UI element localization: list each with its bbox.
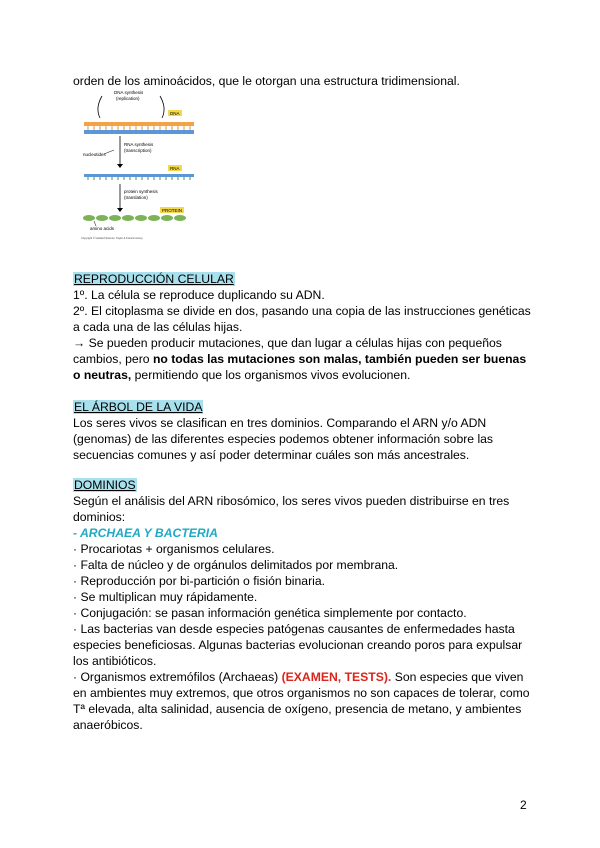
label-dna-synthesis: DNA synthesis	[114, 90, 144, 95]
reproduccion-line-6-bold: o neutras,	[73, 368, 132, 382]
reproduccion-line-5-bold: no todas las mutaciones son malas, también pueden ser buenas	[152, 352, 527, 366]
reproduccion-line-1: 1º. La célula se reproduce duplicando su ADN.	[73, 288, 325, 302]
central-dogma-diagram	[80, 88, 200, 244]
extremofilos-line-2: en ambientes muy extremos, que otros organismos no son capaces de tolerar, como	[73, 686, 530, 700]
list-item: · Las bacterias van desde especies patógenas causantes de enfermedades hasta	[73, 622, 515, 636]
intro-line: orden de los aminoácidos, que le otorgan una estructura tridimensional.	[73, 74, 460, 88]
figure-credit: Copyright © Garland Science, Taylor & Francis Group	[81, 237, 143, 240]
list-item: especies beneficiosas. Algunas bacterias evolucionan creando poros para expulsar	[73, 638, 523, 652]
section-heading-dominios	[73, 477, 137, 493]
label-nucleotides: nucleotides	[83, 152, 106, 157]
replication-arc-left	[98, 96, 102, 118]
extremofilos-text: · Organismos extremófilos (Archaeas)	[73, 670, 282, 684]
reproduccion-line-5	[73, 351, 526, 367]
label-protein: PROTEIN	[162, 208, 183, 213]
arbol-line-2: (genomas) de las diferentes especies podemos obtener información sobre las	[73, 432, 494, 446]
section-heading-reproduccion	[73, 271, 235, 287]
label-translation: (translation)	[124, 195, 148, 200]
label-amino-acids: amino acids	[90, 226, 115, 231]
reproduccion-line-6-plain: permitiendo que los organismos vivos evolucionen.	[131, 368, 411, 382]
dominios-line-2: dominios:	[73, 510, 126, 524]
label-protein-synthesis: protein synthesis	[124, 189, 158, 194]
page-number: 2	[520, 798, 527, 812]
reproduccion-line-2: 2º. El citoplasma se divide en dos, pasando una copia de las instrucciones genéticas	[73, 304, 531, 318]
label-dna: DNA	[170, 111, 180, 116]
arbol-line-3: secuencias comunes y así poder determinar cuáles son más ancestrales.	[73, 448, 470, 462]
list-item: · Reproducción por bi-partición o fisión binaria.	[73, 574, 326, 588]
protein-chain	[83, 215, 186, 221]
dominios-heading: DOMINIOS	[74, 478, 136, 492]
label-rna-synthesis: RNA synthesis	[124, 142, 154, 147]
label-transcription: (transcription)	[124, 148, 152, 153]
arbol-heading: EL ÁRBOL DE LA VIDA	[74, 400, 203, 414]
list-item: los antibióticos.	[73, 654, 157, 668]
extremofilos-text-cont: Son especies que viven	[391, 670, 524, 684]
dominios-line-1: Según el análisis del ARN ribosómico, los seres vivos pueden distribuirse en tres	[73, 494, 510, 508]
exam-note: (EXAMEN, TESTS).	[281, 670, 392, 684]
dna-strand-bottom	[84, 130, 194, 134]
rna-strand	[84, 174, 194, 177]
list-item: · Conjugación: se pasan información genética simplemente por contacto.	[73, 606, 467, 620]
translation-arrowhead	[117, 208, 123, 212]
replication-arc-right	[160, 96, 164, 118]
section-heading-arbol	[73, 399, 203, 415]
reproduccion-line-6	[73, 367, 410, 383]
list-item: · Procariotas + organismos celulares.	[73, 542, 275, 556]
archaea-bacteria-subheading: - ARCHAEA Y BACTERIA	[73, 526, 218, 540]
extremofilos-line-4: anaeróbicos.	[73, 718, 143, 732]
extremofilos-line-1	[73, 669, 523, 685]
dna-strand-top	[84, 122, 194, 126]
list-item: · Falta de núcleo y de orgánulos delimitados por membrana.	[73, 558, 399, 572]
reproduccion-heading: REPRODUCCIÓN CELULAR	[74, 272, 234, 286]
arbol-line-1: Los seres vivos se clasifican en tres dominios. Comparando el ARN y/o ADN	[73, 416, 487, 430]
list-item: · Se multiplican muy rápidamente.	[73, 590, 258, 604]
label-rna: RNA	[170, 166, 180, 171]
central-dogma-figure	[80, 88, 200, 244]
reproduccion-line-5-plain: cambios, pero	[73, 352, 153, 366]
extremofilos-line-3: Tª elevada, alta salinidad, ausencia de oxígeno, presencia de metano, y ambientes	[73, 702, 522, 716]
transcription-arrowhead	[117, 164, 123, 168]
reproduccion-line-4: → Se pueden producir mutaciones, que dan lugar a células hijas con pequeños	[73, 336, 502, 350]
reproduccion-line-3: a cada una de las células hijas.	[73, 320, 243, 334]
label-replication: (replication)	[116, 96, 140, 101]
